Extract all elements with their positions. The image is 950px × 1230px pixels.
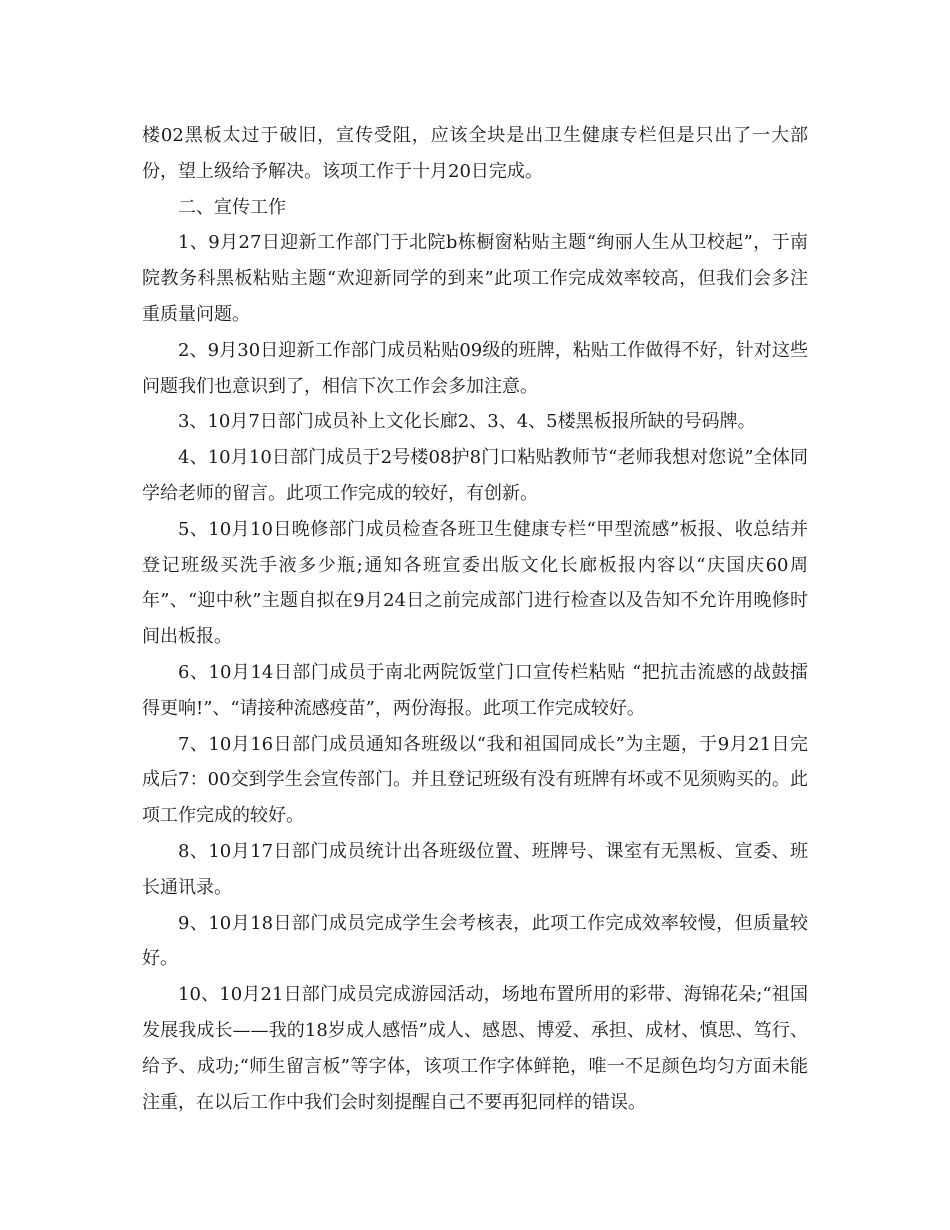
paragraph: 1、9月27日迎新工作部门于北院b栋橱窗粘贴主题“绚丽人生从卫校起”，于南院教务科黑板粘贴主题“欢迎新同学的到来”此项工作完成效率较高，但我们会多注重质量问题。 (142, 232, 808, 325)
paragraph: 9、10月18日部门成员完成学生会考核表，此项工作完成效率较慢，但质量较好。 (142, 912, 808, 970)
paragraph: 3、10月7日部门成员补上文化长廊2、3、4、5楼黑板报所缺的号码牌。 (178, 411, 756, 433)
paragraph: 5、10月10日晚修部门成员检查各班卫生健康专栏“甲型流感”板报、收总结并登记班级买洗手液多少瓶;通知各班宣委出版文化长廊板报内容以“庆国庆60周年”、“迎中秋”主题自拟在9月24日之前完成部门进行检查以及告知不允许用晚修时间出板报。 (142, 518, 808, 648)
paragraph: 7、10月16日部门成员通知各班级以“我和祖国同成长”为主题，于9月21日完成后7：00交到学生会宣传部门。并且登记班级有没有班牌有坏或不见须购买的。此项工作完成的较好。 (142, 733, 808, 827)
paragraph: 8、10月17日部门成员统计出各班级位置、班牌号、课室有无黑板、宣委、班长通讯录。 (142, 840, 808, 898)
document-page (142, 118, 808, 1120)
paragraph: 10、10月21日部门成员完成游园活动，场地布置所用的彩带、海锦花朵;“祖国发展我成长——我的18岁成人感悟”成人、感恩、博爱、承担、成材、慎思、笃行、给予、成功;“师生留言板”等字体，该项工作字体鲜艳，唯一不足颜色均匀方面未能注重，在以后工作中我们会时刻提醒自己不要再犯同样的错误。 (142, 984, 808, 1113)
paragraph: 6、10月14日部门成员于南北两院饭堂门口宣传栏粘贴 “把抗击流感的战鼓擂得更响!”、“请接种流感疫苗”，两份海报。此项工作完成较好。 (142, 661, 808, 719)
section-heading: 二、宣传工作 (178, 196, 286, 218)
paragraph: 2、9月30日迎新工作部门成员粘贴09级的班牌，粘贴工作做得不好，针对这些问题我们也意识到了，相信下次工作会多加注意。 (142, 339, 808, 397)
paragraph: 4、10月10日部门成员于2号楼08护8门口粘贴教师节“老师我想对您说”全体同学给老师的留言。此项工作完成的较好，有创新。 (142, 447, 808, 504)
paragraph: 楼02黑板太过于破旧，宣传受阻，应该全块是出卫生健康专栏但是只出了一大部份，望上级给予解决。该项工作于十月20日完成。 (142, 125, 808, 182)
